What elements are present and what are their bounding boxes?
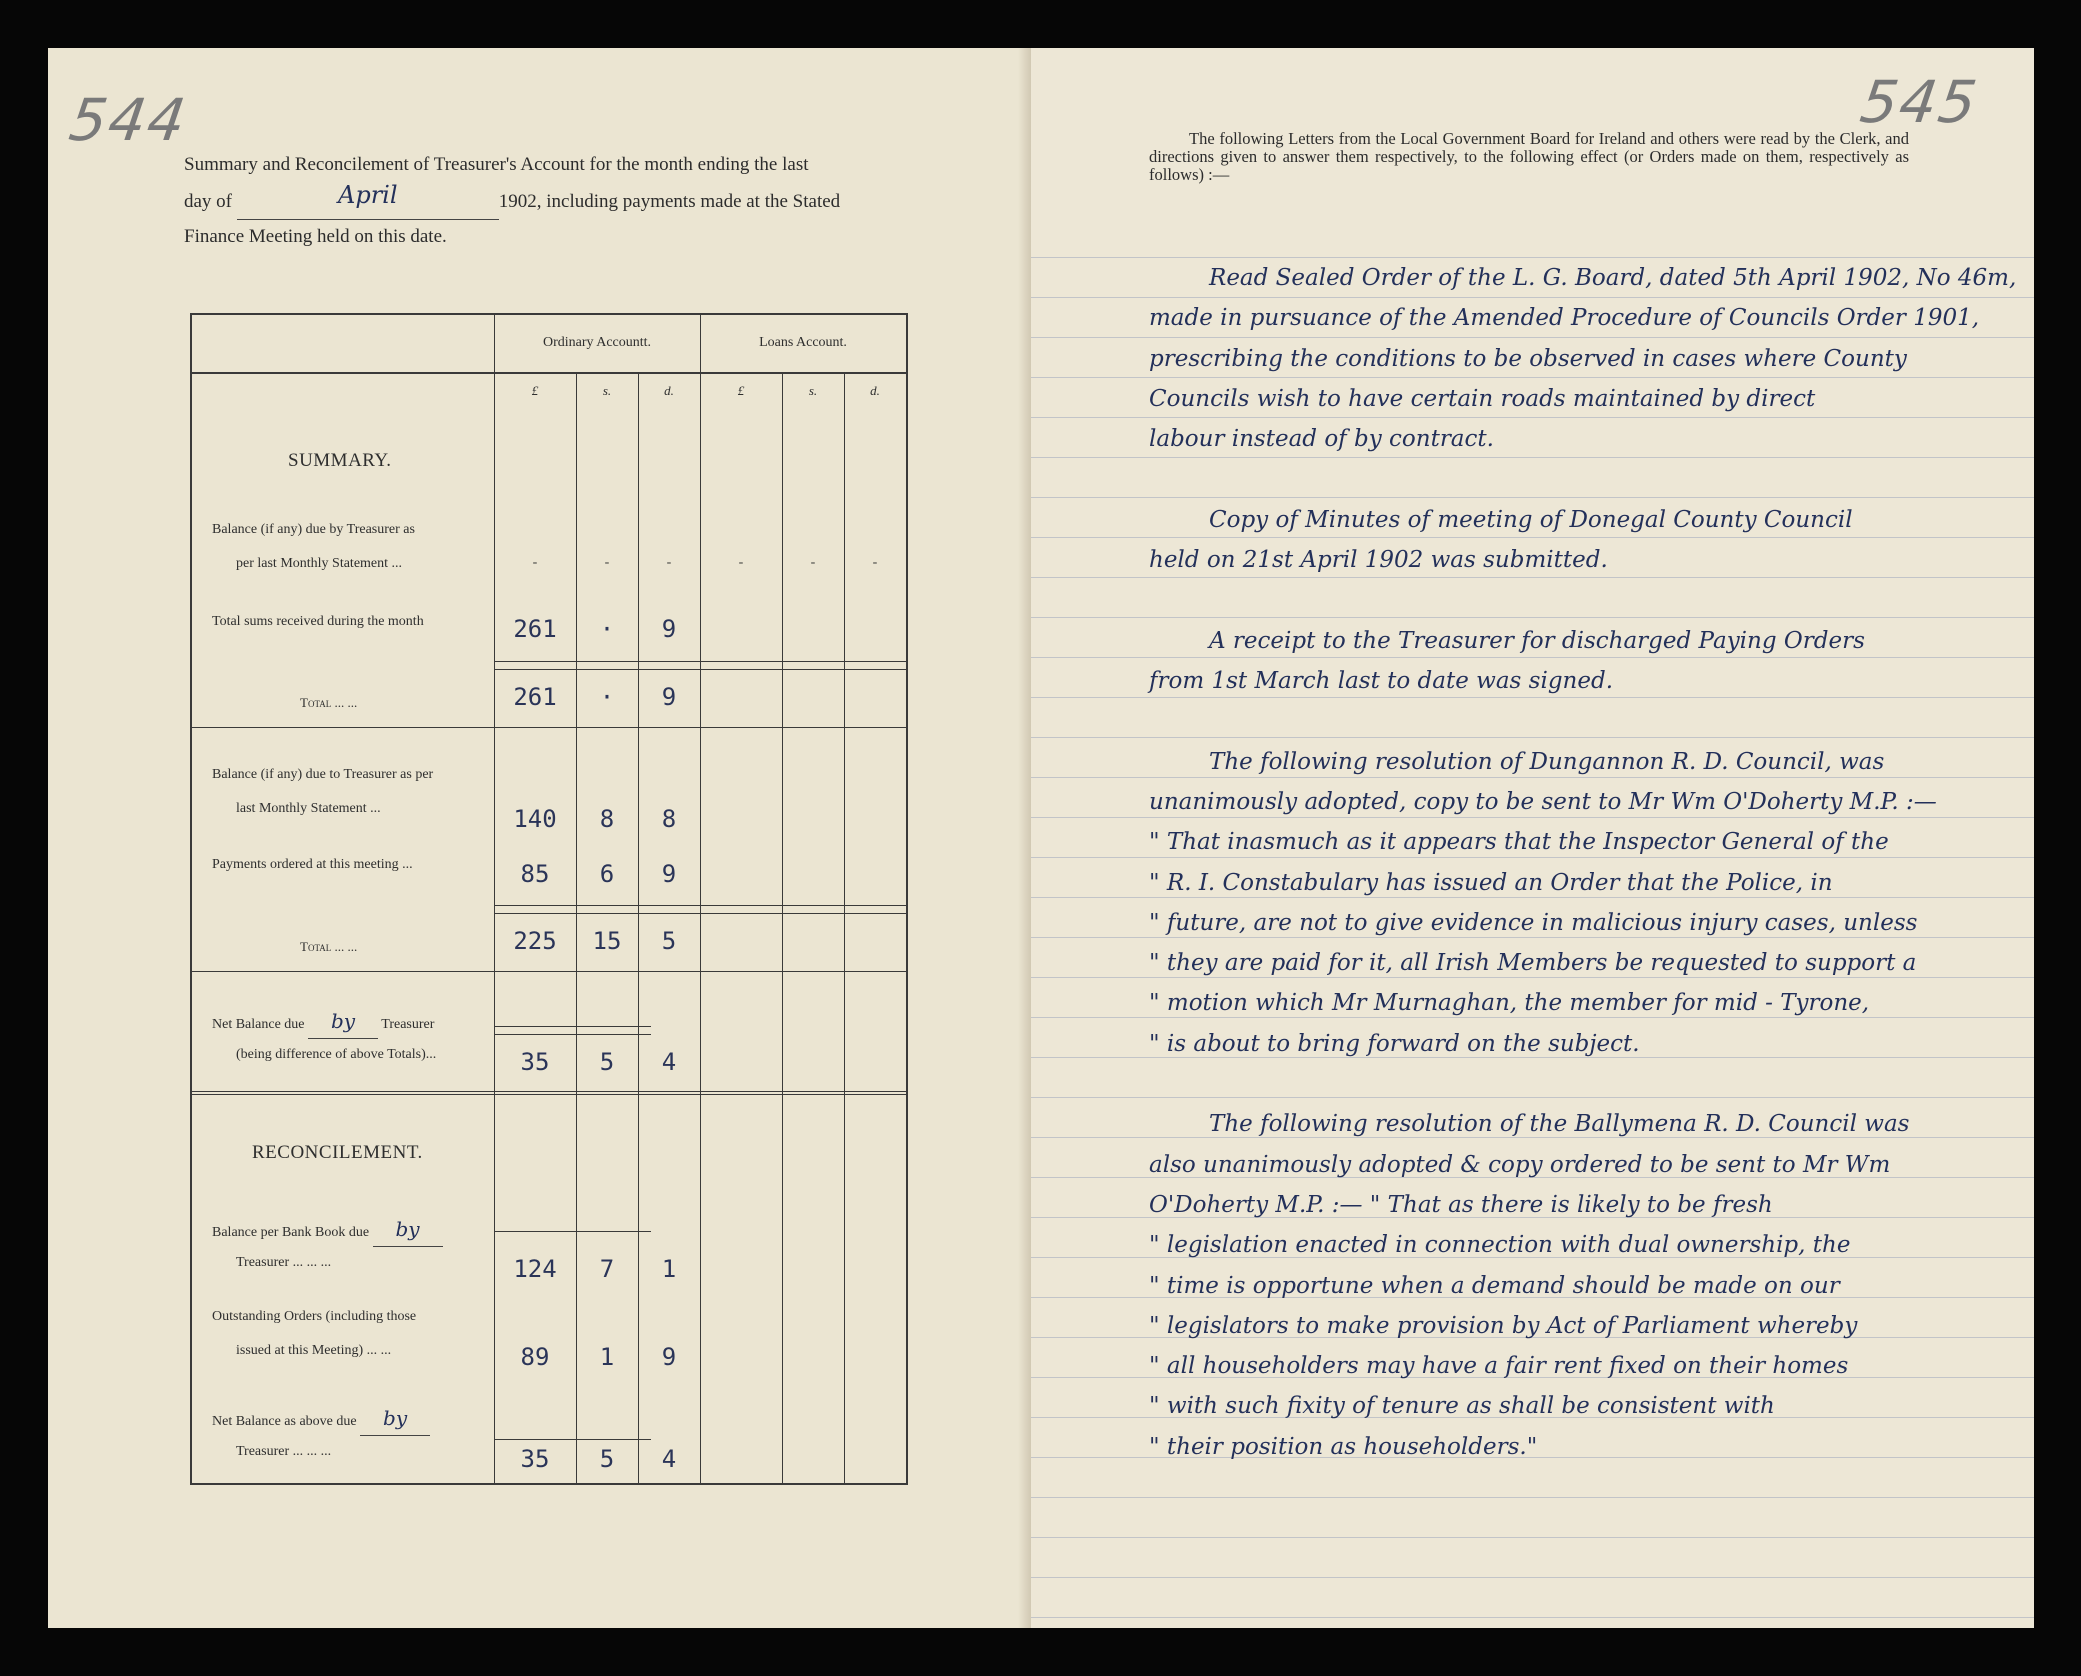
minutes-line: also unanimously adopted & copy ordered to be sent to Mr Wm <box>1149 1151 1891 1178</box>
minutes-line: held on 21st April 1902 was submitted. <box>1149 547 1608 574</box>
ordinary-shillings-header: s. <box>602 383 612 398</box>
heading-line-3: Finance Meeting held on this date. <box>184 226 447 247</box>
dash-mark: - <box>738 555 744 570</box>
net-balance-by: by <box>308 1004 378 1039</box>
balance-by-treasurer-line1: Balance (if any) due by Treasurer as <box>212 522 415 537</box>
net-above-line2: Treasurer ... ... ... <box>236 1444 332 1459</box>
minutes-line: made in pursuance of the Amended Procedure of Councils Order 1901, <box>1149 305 1980 332</box>
minutes-line: " R. I. Constabulary has issued an Order that the Police, in <box>1149 869 1833 896</box>
outstanding-shillings: 1 <box>599 1343 615 1371</box>
dash-mark: - <box>604 555 610 570</box>
minutes-line: " is about to bring forward on the subject. <box>1149 1030 1640 1057</box>
balance-to-treasurer-pounds: 140 <box>513 805 557 833</box>
minutes-line: " time is opportune when a demand should be made on our <box>1149 1272 1840 1299</box>
net-above-by: by <box>360 1401 430 1436</box>
minutes-line: The following resolution of the Ballymena R. D. Council was <box>1209 1111 1910 1138</box>
right-page-number: 545 <box>1856 68 1983 136</box>
total-2-shillings: 15 <box>592 927 622 955</box>
payments-pounds: 85 <box>520 860 550 888</box>
bank-book-shillings: 7 <box>599 1255 615 1283</box>
minutes-line: " That inasmuch as it appears that the Inspector General of the <box>1149 829 1889 856</box>
minutes-line: labour instead of by contract. <box>1149 426 1494 453</box>
bank-book-line2: Treasurer ... ... ... <box>236 1255 332 1270</box>
outstanding-line1: Outstanding Orders (including those <box>212 1309 417 1324</box>
minutes-line: unanimously adopted, copy to be sent to Mr Wm O'Doherty M.P. :— <box>1149 788 1937 815</box>
total-1-pence: 9 <box>661 683 677 711</box>
minutes-line: Councils wish to have certain roads maintained by direct <box>1149 385 1816 412</box>
total-2-pounds: 225 <box>513 927 557 955</box>
balance-to-treasurer-line2: last Monthly Statement ... <box>236 801 381 816</box>
net-above-pounds: 35 <box>520 1445 550 1473</box>
dash-mark: - <box>810 555 816 570</box>
total-2-label: Total ... ... <box>300 939 358 954</box>
minutes-line: O'Doherty M.P. :— " That as there is likely to be fresh <box>1149 1191 1773 1218</box>
bank-book-by: by <box>373 1212 443 1247</box>
col-divider <box>700 315 701 1483</box>
row-divider <box>494 1034 651 1035</box>
net-balance-pounds: 35 <box>520 1048 550 1076</box>
row-divider <box>494 1026 651 1027</box>
outstanding-pounds: 89 <box>520 1343 550 1371</box>
heading-day-of: day of <box>184 191 233 212</box>
minutes-line: " all householders may have a fair rent fixed on their homes <box>1149 1353 1849 1380</box>
outstanding-pence: 9 <box>661 1343 677 1371</box>
row-divider <box>192 727 906 728</box>
minutes-line: " their position as householders." <box>1149 1433 1538 1460</box>
heading-line-2 <box>184 182 964 220</box>
net-above-pence: 4 <box>661 1445 677 1473</box>
minutes-line: Copy of Minutes of meeting of Donegal County Council <box>1209 506 1853 533</box>
row-divider <box>494 913 906 914</box>
dash-mark: - <box>872 555 878 570</box>
heading-stated: , including payments made at the Stated <box>536 191 841 212</box>
summary-title: SUMMARY. <box>288 450 392 471</box>
total-1-label: Total ... ... <box>300 695 358 710</box>
net-balance-shillings: 5 <box>599 1048 615 1076</box>
account-table <box>190 313 908 1485</box>
row-divider <box>494 1439 651 1440</box>
balance-to-treasurer-shillings: 8 <box>599 805 615 833</box>
net-balance-line1 <box>212 1004 434 1042</box>
payments-label: Payments ordered at this meeting ... <box>212 857 413 872</box>
minutes-line: " legislation enacted in connection with dual ownership, the <box>1149 1232 1851 1259</box>
balance-to-treasurer-line1: Balance (if any) due to Treasurer as per <box>212 767 434 782</box>
minutes-line: " legislators to make provision by Act of Parliament whereby <box>1149 1312 1858 1339</box>
ordinary-pence-header: d. <box>664 383 674 398</box>
net-above-line1 <box>212 1401 430 1439</box>
left-page <box>48 48 1031 1628</box>
total-received-pence: 9 <box>661 615 677 643</box>
total-received-shillings: · <box>599 615 615 643</box>
total-received-pounds: 261 <box>513 615 557 643</box>
minutes-line: " motion which Mr Murnaghan, the member for mid - Tyrone, <box>1149 990 1870 1017</box>
balance-to-treasurer-pence: 8 <box>661 805 677 833</box>
row-divider <box>494 905 906 906</box>
net-above-prefix: Net Balance as above due <box>212 1414 357 1429</box>
ordinary-pounds-header: £ <box>531 383 539 398</box>
net-balance-suffix: Treasurer <box>381 1017 435 1032</box>
loans-shillings-header: s. <box>808 383 818 398</box>
month-value: April <box>338 181 398 209</box>
payments-pence: 9 <box>661 860 677 888</box>
loans-pence-header: d. <box>870 383 880 398</box>
row-divider <box>494 1231 651 1232</box>
dash-mark: - <box>532 555 538 570</box>
net-above-shillings: 5 <box>599 1445 615 1473</box>
row-divider <box>192 1094 906 1095</box>
net-balance-prefix: Net Balance due <box>212 1017 305 1032</box>
right-page <box>1031 48 2034 1628</box>
col-divider <box>844 372 845 1483</box>
heading-year: 1902 <box>498 191 537 212</box>
ordinary-account-header: Ordinary Accountt. <box>542 335 652 350</box>
row-divider <box>494 661 906 662</box>
minutes-line: A receipt to the Treasurer for discharged Paying Orders <box>1209 627 1865 654</box>
month-blank <box>237 182 499 220</box>
col-divider <box>494 315 495 1483</box>
payments-shillings: 6 <box>599 860 615 888</box>
row-divider <box>192 373 906 374</box>
bank-book-line1 <box>212 1212 443 1250</box>
col-divider <box>782 372 783 1483</box>
bank-book-prefix: Balance per Bank Book due <box>212 1225 370 1240</box>
loans-account-header: Loans Account. <box>759 335 847 350</box>
bank-book-pence: 1 <box>661 1255 677 1283</box>
account-heading <box>184 148 964 254</box>
reconcilement-title: RECONCILEMENT. <box>252 1142 423 1163</box>
total-2-pence: 5 <box>661 927 677 955</box>
loans-pounds-header: £ <box>737 383 745 398</box>
minutes-line: The following resolution of Dungannon R. D. Council, was <box>1209 748 1885 775</box>
outstanding-line2: issued at this Meeting) ... ... <box>236 1343 392 1358</box>
total-1-pounds: 261 <box>513 683 557 711</box>
row-divider <box>192 1091 906 1092</box>
total-received-label: Total sums received during the month <box>212 614 424 629</box>
heading-line-1: Summary and Reconcilement of Treasurer's Account for the month ending the last <box>184 154 809 175</box>
minutes-line: " they are paid for it, all Irish Members be requested to support a <box>1149 950 1917 977</box>
minutes-line: Read Sealed Order of the L. G. Board, dated 5th April 1902, No 46m, <box>1209 265 2017 291</box>
row-divider <box>192 971 906 972</box>
minutes-line: prescribing the conditions to be observed in cases where County <box>1149 345 1907 372</box>
minutes-line: from 1st March last to date was signed. <box>1149 668 1614 694</box>
letters-intro: The following Letters from the Local Government Board for Ireland and others were read by the Clerk, and directions given to answer them respectively, to the following effect (or Orders made on them, respectively as follows) :— <box>1149 129 1909 184</box>
row-divider <box>494 669 906 670</box>
balance-by-treasurer-line2: per last Monthly Statement ... <box>236 556 403 571</box>
total-1-shillings: · <box>599 683 615 711</box>
left-page-number: 544 <box>65 86 192 154</box>
minutes-line: " future, are not to give evidence in malicious injury cases, unless <box>1149 909 1918 936</box>
dash-mark: - <box>666 555 672 570</box>
bank-book-pounds: 124 <box>513 1255 557 1283</box>
net-balance-pence: 4 <box>661 1048 677 1076</box>
minutes-line: " with such fixity of tenure as shall be consistent with <box>1149 1393 1775 1420</box>
net-balance-line2: (being difference of above Totals)... <box>236 1047 437 1062</box>
